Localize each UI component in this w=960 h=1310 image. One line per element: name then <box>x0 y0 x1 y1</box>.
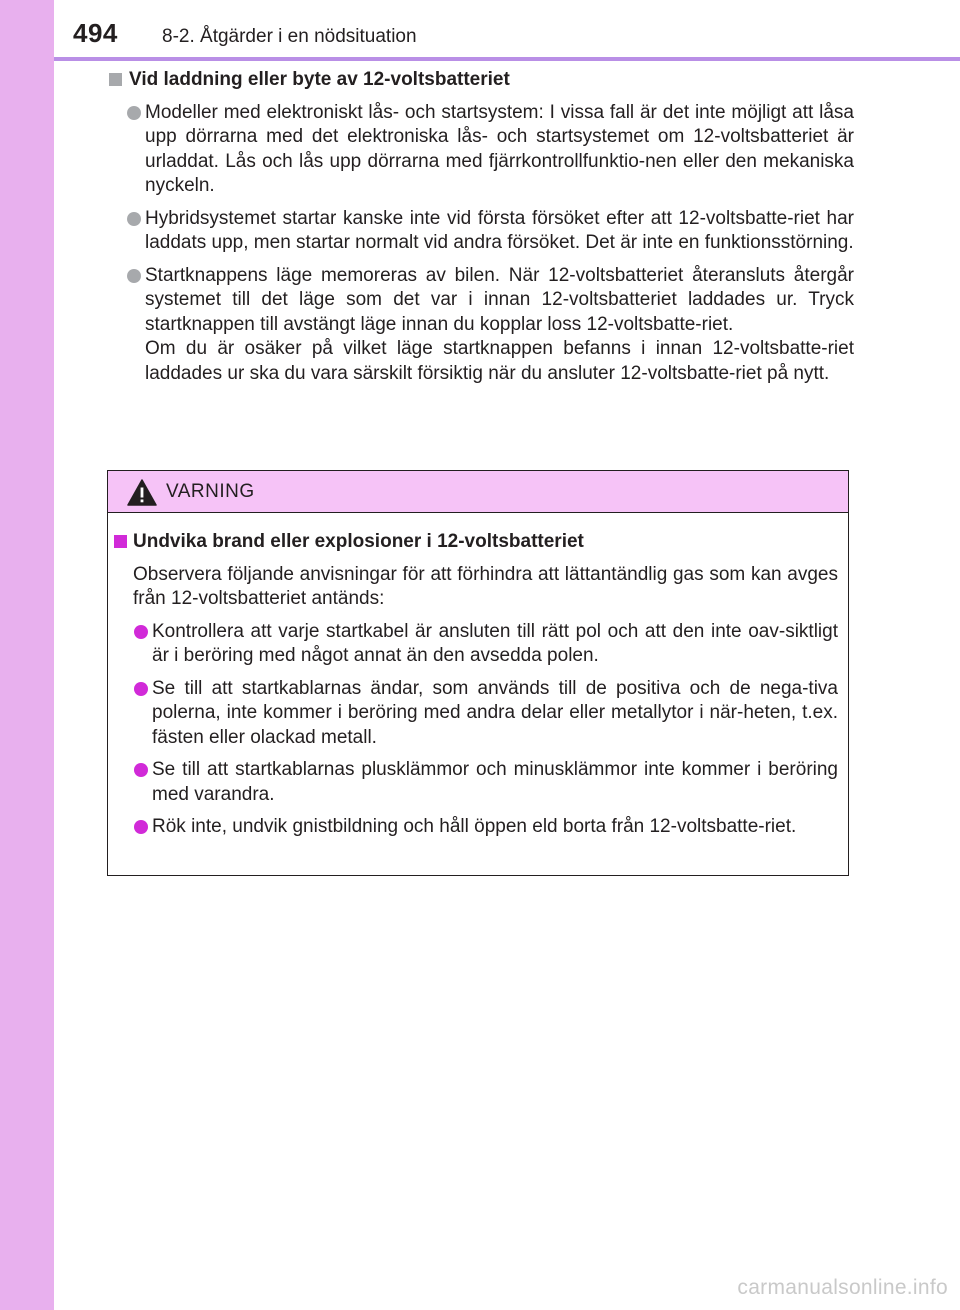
list-item-extra-text: Om du är osäker på vilket läge startknappen befanns i innan 12-voltsbatte-riet laddades ur ska du vara särskilt försiktig när du ansluter 12-voltsbatte-riet på nytt. <box>145 338 854 384</box>
header-divider <box>54 57 960 61</box>
round-bullet-icon <box>134 682 148 696</box>
side-tab-strip <box>0 0 54 1310</box>
list-item-text: Modeller med elektroniskt lås- och startsystem: I vissa fall är det inte möjligt att låsa upp dörrarna med det elektroniska lås- och startsystemet om 12-voltsbatteriet är urladdat. Lås och lås upp dörrarna med fjärrkontrollfunktio-nen eller den mekaniska nyckeln. <box>145 101 854 196</box>
warning-list-item-text: Rök inte, undvik gnistbildning och håll öppen eld borta från 12-voltsbatte-riet. <box>152 816 797 837</box>
section-heading <box>109 68 854 93</box>
watermark: carmanualsonline.info <box>737 1276 948 1299</box>
warning-box <box>107 470 849 876</box>
round-bullet-icon <box>134 763 148 777</box>
warning-header <box>108 471 848 513</box>
warning-list-item-text: Kontrollera att varje startkabel är ansluten till rätt pol och att den inte oav-siktligt är i beröring med något annat än den avsedda polen. <box>152 620 838 666</box>
list-item-text: Hybridsystemet startar kanske inte vid första försöket efter att 12-voltsbatte-riet har laddats upp, men startar normalt vid andra försöket. Det är inte en funktionsstörning. <box>145 207 854 253</box>
list-item <box>109 264 854 387</box>
square-bullet-icon <box>109 73 122 86</box>
list-item <box>109 207 854 256</box>
warning-list-item <box>114 815 838 840</box>
warning-list-item-text: Se till att startkablarnas plusklämmor och minusklämmor inte kommer i beröring med varandra. <box>152 759 838 805</box>
page-number: 494 <box>73 18 118 48</box>
section-title: 8-2. Åtgärder i en nödsituation <box>162 26 417 47</box>
round-bullet-icon <box>127 269 141 283</box>
warning-list-item <box>114 758 838 807</box>
list-item-text: Startknappens läge memoreras av bilen. När 12-voltsbatteriet återansluts återgår systemet till det läge som det var i innan 12-voltsbatteriet laddades ur. Tryck startknappen till avstängt läge innan du kopplar loss 12-voltsbatte-riet. <box>145 264 854 335</box>
warning-title: VARNING <box>166 481 255 502</box>
section-heading-text: Vid laddning eller byte av 12-voltsbatteriet <box>129 69 510 90</box>
warning-list-item <box>114 677 838 751</box>
square-bullet-icon <box>114 535 127 548</box>
battery-section <box>109 68 854 386</box>
warning-intro: Observera följande anvisningar för att förhindra att lättantändlig gas som kan avges från 12-voltsbatteriet antänds: <box>133 563 838 609</box>
warning-list-item-text: Se till att startkablarnas ändar, som används till de positiva och de nega-tiva polerna, inte kommer i beröring med andra delar eller metallytor i när-heten, t.ex. fästen eller olackad metall. <box>152 677 838 748</box>
round-bullet-icon <box>134 820 148 834</box>
round-bullet-icon <box>127 106 141 120</box>
list-item <box>109 101 854 199</box>
warning-heading <box>114 530 838 555</box>
warning-triangle-icon <box>127 479 157 506</box>
warning-body <box>108 513 848 840</box>
round-bullet-icon <box>127 212 141 226</box>
round-bullet-icon <box>134 625 148 639</box>
warning-heading-text: Undvika brand eller explosioner i 12-voltsbatteriet <box>133 531 584 552</box>
warning-list-item <box>114 620 838 669</box>
